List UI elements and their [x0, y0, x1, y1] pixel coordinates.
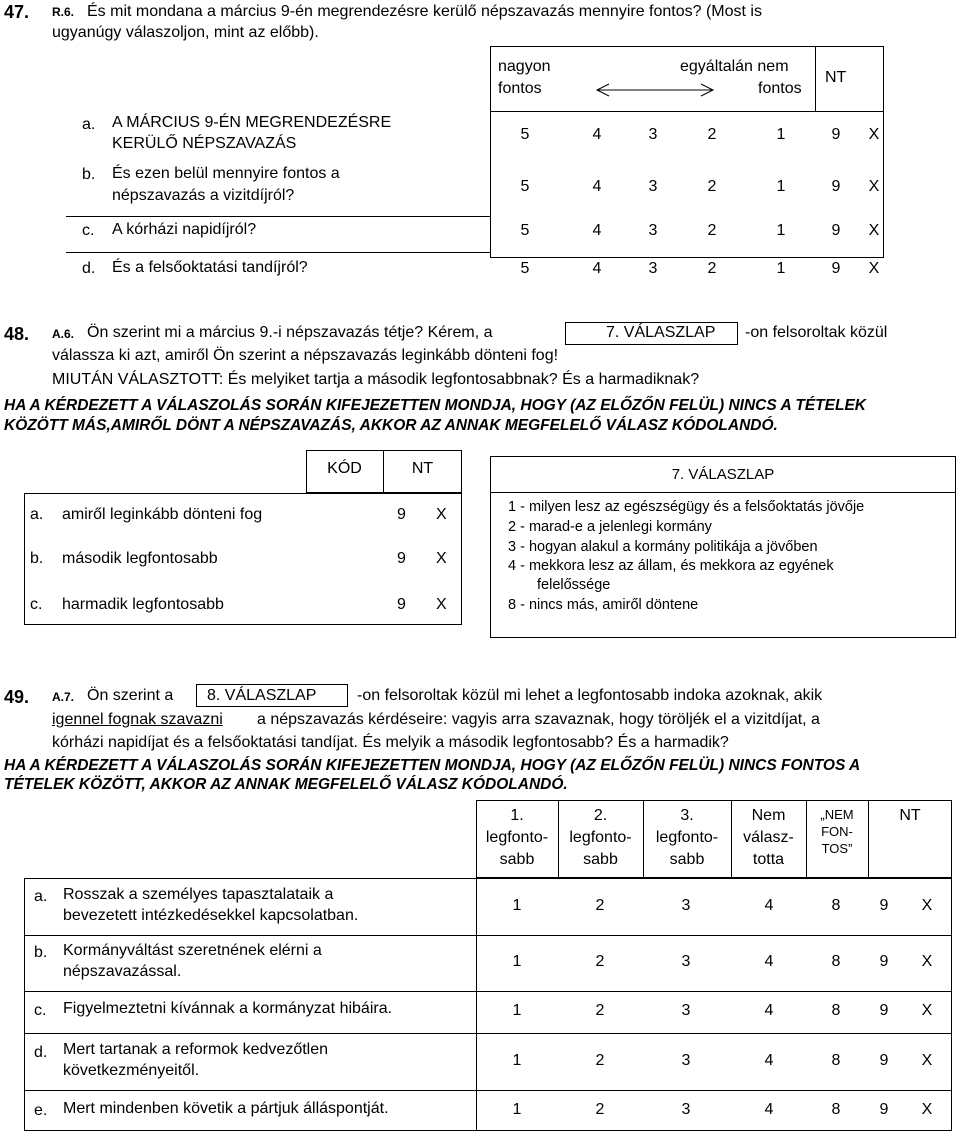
code-cell[interactable]: 1 — [512, 1052, 522, 1069]
column-header: legfonto- — [485, 829, 549, 846]
scale-right-label: egyáltalán nem — [680, 58, 789, 75]
code-cell[interactable]: 3 — [648, 222, 658, 239]
question-text-line: Ön szerint mi a március 9.-i népszavazás tétje? Kérem, a — [87, 324, 493, 341]
code-cell[interactable]: 4 — [764, 1002, 774, 1019]
row-letter: d. — [82, 260, 96, 277]
code-cell[interactable]: 2 — [595, 1101, 605, 1118]
code-cell[interactable]: 3 — [681, 897, 691, 914]
answer-card-item: 3 - hogyan alakul a kormány politikája a jövőben — [508, 539, 818, 555]
row-letter: a. — [82, 116, 96, 133]
scale-right-label: fontos — [758, 80, 802, 97]
code-cell[interactable]: X — [868, 126, 880, 143]
row-text: Kormányváltást szeretnének elérni a — [63, 942, 322, 959]
question-number: 47. — [4, 2, 30, 22]
answer-card-item: 2 - marad-e a jelenlegi kormány — [508, 519, 712, 535]
code-cell[interactable]: 8 — [831, 1052, 841, 1069]
row-text: Mert mindenben követik a pártjuk álláspontját. — [63, 1100, 389, 1117]
answer-card-item: 8 - nincs más, amiről döntene — [508, 597, 699, 613]
code-cell[interactable]: 2 — [707, 178, 717, 195]
code-cell[interactable]: 5 — [520, 126, 530, 143]
question-code: A.6. — [52, 327, 75, 341]
code-cell[interactable]: 9 — [831, 260, 841, 277]
column-header: válasz- — [743, 829, 794, 846]
scale-left-label: nagyon — [498, 58, 551, 75]
row-letter: b. — [82, 166, 96, 183]
question-text-line: a népszavazás kérdéseire: vagyis arra szavaznak, hogy töröljék el a vizitdíjat, a — [257, 711, 820, 728]
row-text: következményeitől. — [63, 1062, 200, 1079]
question-text-line: kórházi napidíjat és a felsőoktatási tandíjat. És melyik a második legfontosabb? És a harmadik? — [52, 734, 729, 751]
code-cell[interactable]: 9 — [879, 1002, 889, 1019]
column-divider — [476, 878, 477, 1131]
code-cell[interactable]: 3 — [648, 260, 658, 277]
code-cell[interactable]: 2 — [595, 1002, 605, 1019]
code-cell[interactable]: X — [868, 178, 880, 195]
code-cell[interactable]: 3 — [681, 1052, 691, 1069]
row-letter: a. — [30, 506, 44, 523]
code-cell[interactable]: X — [921, 1101, 933, 1118]
row-text: És ezen belül mennyire fontos a — [112, 165, 340, 182]
code-cell[interactable]: 3 — [681, 953, 691, 970]
row-text: KERÜLŐ NÉPSZAVAZÁS — [112, 135, 297, 152]
code-cell[interactable]: 2 — [595, 1052, 605, 1069]
row-letter: c. — [34, 1002, 47, 1019]
code-cell: X — [436, 550, 447, 567]
code-cell[interactable]: 2 — [707, 126, 717, 143]
row-divider — [24, 1033, 952, 1034]
column-header: legfonto- — [569, 829, 632, 846]
question-code: A.7. — [52, 690, 75, 704]
row-letter: a. — [34, 888, 48, 905]
row-divider — [24, 935, 952, 936]
column-header: totta — [752, 851, 785, 868]
code-cell[interactable]: 4 — [764, 1052, 774, 1069]
question-text-line: És mit mondana a március 9-én megrendezésre kerülő népszavazás mennyire fontos? (Most is — [87, 3, 762, 20]
interviewer-instruction: TÉTELEK KÖZÖTT, AKKOR AZ ANNAK MEGFELELŐ VÁLASZ KÓDOLANDÓ. — [4, 776, 568, 793]
nt-header: NT — [899, 807, 921, 824]
row-text: népszavazás a vizitdíjról? — [112, 187, 295, 204]
column-header: sabb — [583, 851, 618, 868]
row-text: Figyelmeztetni kívánnak a kormányzat hibáira. — [63, 1000, 393, 1017]
code-cell[interactable]: 9 — [879, 897, 889, 914]
code-cell[interactable]: 4 — [592, 222, 602, 239]
code-cell[interactable]: 9 — [831, 178, 841, 195]
code-cell[interactable]: 2 — [595, 897, 605, 914]
code-cell[interactable]: 1 — [512, 1101, 522, 1118]
interviewer-instruction: KÖZÖTT MÁS,AMIRŐL DÖNT A NÉPSZAVAZÁS, AKKOR AZ ANNAK MEGFELELŐ VÁLASZ KÓDOLANDÓ. — [4, 417, 778, 434]
answer-card-title: 7. VÁLASZLAP — [671, 466, 775, 483]
column-header: 3. — [680, 807, 694, 824]
question-code: R.6. — [52, 5, 75, 19]
code-cell[interactable]: X — [921, 1052, 933, 1069]
column-header: FON- — [821, 824, 853, 839]
code-cell[interactable]: 2 — [707, 260, 717, 277]
code-cell: 9 — [397, 596, 406, 613]
column-header: TOS” — [821, 841, 853, 856]
code-cell[interactable]: 8 — [831, 897, 841, 914]
row-letter: c. — [30, 596, 43, 613]
double-arrow-icon — [595, 82, 715, 98]
column-header: legfonto- — [655, 829, 719, 846]
row-text: A kórházi napidíjról? — [112, 221, 257, 238]
code-cell[interactable]: 5 — [520, 222, 530, 239]
code-cell[interactable]: 9 — [879, 1052, 889, 1069]
column-header: sabb — [669, 851, 705, 868]
question-number: 49. — [4, 687, 30, 707]
code-cell[interactable]: 4 — [592, 178, 602, 195]
code-cell[interactable]: 2 — [595, 953, 605, 970]
row-text: amiről leginkább dönteni fog — [62, 506, 263, 523]
code-cell: X — [436, 506, 447, 523]
row-divider — [24, 991, 952, 992]
row-letter: b. — [34, 944, 48, 961]
code-cell[interactable]: 9 — [831, 222, 841, 239]
code-cell[interactable]: 1 — [776, 178, 786, 195]
row-text: harmadik legfontosabb — [62, 596, 224, 613]
code-cell[interactable]: 1 — [512, 953, 522, 970]
code-cell[interactable]: 9 — [879, 1101, 889, 1118]
code-cell[interactable]: X — [868, 260, 880, 277]
nt-divider — [815, 46, 816, 111]
code-cell[interactable]: 5 — [520, 260, 530, 277]
row-divider — [66, 252, 490, 253]
code-cell[interactable]: 1 — [512, 1002, 522, 1019]
row-text: második legfontosabb — [62, 550, 218, 567]
code-cell[interactable]: 8 — [831, 1002, 841, 1019]
code-cell[interactable]: 3 — [648, 126, 658, 143]
nt-label: NT — [825, 69, 847, 86]
code-cell[interactable]: X — [921, 953, 933, 970]
question-text-line: válassza ki azt, amiről Ön szerint a népszavazás leginkább dönteni fog! — [52, 347, 559, 364]
answer-card-label: 7. VÁLASZLAP — [606, 324, 716, 341]
code-cell: 9 — [397, 550, 406, 567]
question-text-line: -on felsoroltak közül mi lehet a legfontosabb indoka azoknak, akik — [357, 687, 823, 704]
question-text-line: MIUTÁN VÁLASZTOTT: És melyiket tartja a második legfontosabbnak? És a harmadiknak? — [52, 371, 700, 388]
kod-header: KÓD — [327, 460, 362, 477]
answer-card-item: 1 - milyen lesz az egészségügy és a felsőoktatás jövője — [508, 499, 865, 515]
column-header: „NEM — [820, 807, 854, 822]
row-text: Mert tartanak a reformok kedvezőtlen — [63, 1041, 329, 1058]
row-text: És a felsőoktatási tandíjról? — [112, 259, 308, 276]
code-cell[interactable]: 9 — [831, 126, 841, 143]
question-text-line: ugyanúgy válaszoljon, mint az előbb). — [52, 24, 319, 41]
code-cell: 9 — [397, 506, 406, 523]
row-letter: d. — [34, 1044, 48, 1061]
code-cell[interactable]: 4 — [764, 897, 774, 914]
interviewer-instruction: HA A KÉRDEZETT A VÁLASZOLÁS SORÁN KIFEJEZETTEN MONDJA, HOGY (AZ ELŐZŐN FELÜL) NINCS FONTOS A — [4, 757, 861, 774]
header-divider — [490, 111, 884, 112]
interviewer-instruction: HA A KÉRDEZETT A VÁLASZOLÁS SORÁN KIFEJEZETTEN MONDJA, HOGY (AZ ELŐZŐN FELÜL) NINCS A TÉTELEK — [4, 397, 866, 414]
code-cell[interactable]: X — [921, 1002, 933, 1019]
row-letter: b. — [30, 550, 44, 567]
row-letter: c. — [82, 222, 95, 239]
code-cell[interactable]: 5 — [520, 178, 530, 195]
code-cell[interactable]: X — [868, 222, 880, 239]
code-cell[interactable]: 9 — [879, 953, 889, 970]
row-divider — [66, 216, 490, 217]
code-cell: X — [436, 596, 447, 613]
code-cell[interactable]: 8 — [831, 953, 841, 970]
code-cell[interactable]: 3 — [648, 178, 658, 195]
code-cell[interactable]: 4 — [592, 260, 602, 277]
row-letter: e. — [34, 1102, 48, 1119]
code-cell[interactable]: 4 — [764, 953, 774, 970]
code-cell[interactable]: 8 — [831, 1101, 841, 1118]
column-header: 2. — [593, 807, 608, 824]
code-cell[interactable]: 1 — [776, 126, 786, 143]
row-divider — [24, 1090, 952, 1091]
scale-left-label: fontos — [498, 80, 542, 97]
column-header: Nem — [751, 807, 786, 824]
column-header: 1. — [510, 807, 524, 824]
row-text: Rosszak a személyes tapasztalataik a — [63, 886, 334, 903]
code-cell[interactable]: 4 — [764, 1101, 774, 1118]
code-cell[interactable]: 1 — [776, 222, 786, 239]
nt-header: NT — [411, 460, 434, 477]
code-cell[interactable]: 3 — [681, 1101, 691, 1118]
row-text: népszavazással. — [63, 963, 182, 980]
question-text-line: -on felsoroltak közül — [745, 324, 888, 341]
row-text: bevezetett intézkedésekkel kapcsolatban. — [63, 907, 359, 924]
panel-divider — [490, 492, 956, 493]
code-cell[interactable]: 4 — [592, 126, 602, 143]
question-text-line: Ön szerint a — [87, 687, 174, 704]
code-cell[interactable]: 2 — [707, 222, 717, 239]
code-cell[interactable]: X — [921, 897, 933, 914]
code-cell[interactable]: 3 — [681, 1002, 691, 1019]
code-cell[interactable]: 1 — [776, 260, 786, 277]
question-text-underlined: igennel fognak szavazni — [52, 711, 223, 728]
answer-card-item: 4 - mekkora lesz az állam, és mekkora az egyének — [508, 558, 834, 574]
code-cell[interactable]: 1 — [512, 897, 522, 914]
answer-card-item: felelőssége — [537, 577, 611, 593]
row-text: A MÁRCIUS 9-ÉN MEGRENDEZÉSRE — [112, 114, 392, 131]
question-number: 48. — [4, 324, 30, 344]
answer-card-label: 8. VÁLASZLAP — [207, 687, 317, 704]
column-header: sabb — [499, 851, 535, 868]
